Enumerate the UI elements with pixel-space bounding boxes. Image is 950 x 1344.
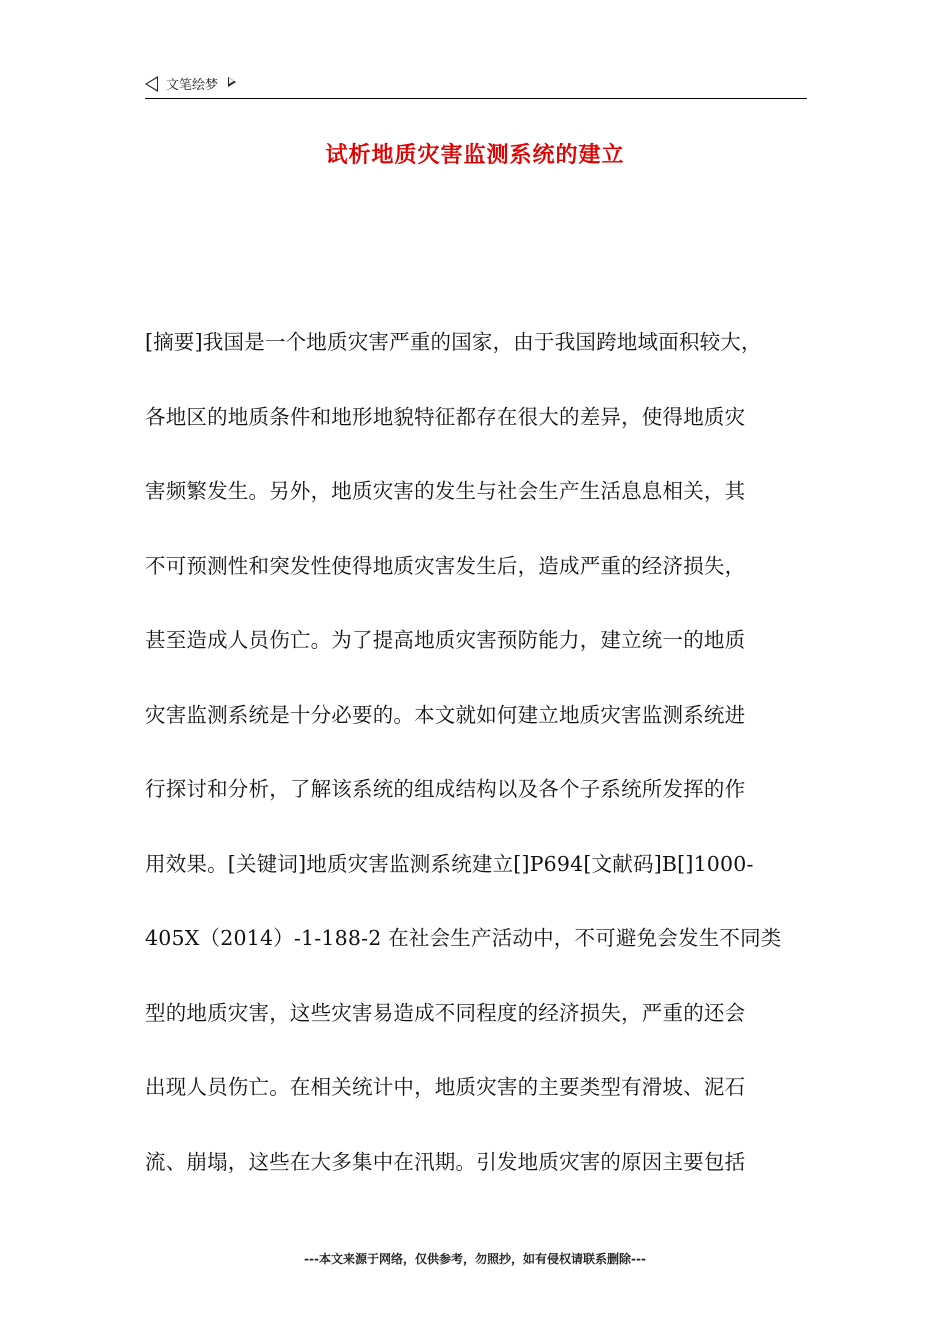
body-line: 各地区的地质条件和地形地貌特征都存在很大的差异，使得地质灾 — [145, 404, 746, 429]
triangle-left-icon — [145, 76, 158, 92]
brand-label: 文笔绘梦 — [166, 78, 219, 93]
body-line: 用效果。[关键词]地质灾害监测系统建立[]P694[文献码]B[]1000- — [145, 851, 754, 876]
body-line: 害频繁发生。另外，地质灾害的发生与社会生产生活息息相关，其 — [145, 479, 746, 503]
body-line: 灾害监测系统是十分必要的。本文就如何建立地质灾害监测系统进 — [145, 702, 746, 727]
document-body — [145, 322, 810, 1216]
body-line: 出现人员伤亡。在相关统计中，地质灾害的主要类型有滑坡、泥石 — [145, 1075, 746, 1099]
body-line: 甚至造成人员伤亡。为了提高地质灾害预防能力，建立统一的地质 — [145, 628, 746, 652]
body-line: [摘要]我国是一个地质灾害严重的国家，由于我国跨地域面积较大， — [145, 330, 762, 354]
document-title: 试析地质灾害监测系统的建立 — [325, 143, 625, 168]
body-line: 405X（2014）-1-188-2 在社会生产活动中，不可避免会发生不同类 — [145, 926, 782, 950]
triangle-right-icon — [228, 77, 236, 87]
page-header — [145, 72, 807, 99]
body-line: 型的地质灾害，这些灾害易造成不同程度的经济损失，严重的还会 — [145, 1000, 746, 1025]
body-line: 流、崩塌，这些在大多集中在汛期。引发地质灾害的原因主要包括 — [145, 1149, 746, 1174]
body-line: 不可预测性和突发性使得地质灾害发生后，造成严重的经济损失， — [145, 553, 746, 578]
header-brand — [145, 74, 236, 93]
body-line: 行探讨和分析，了解该系统的组成结构以及各个子系统所发挥的作 — [145, 777, 746, 801]
footer-notice: ---本文来源于网络，仅供参考，勿照抄，如有侵权请联系删除--- — [304, 1252, 646, 1266]
